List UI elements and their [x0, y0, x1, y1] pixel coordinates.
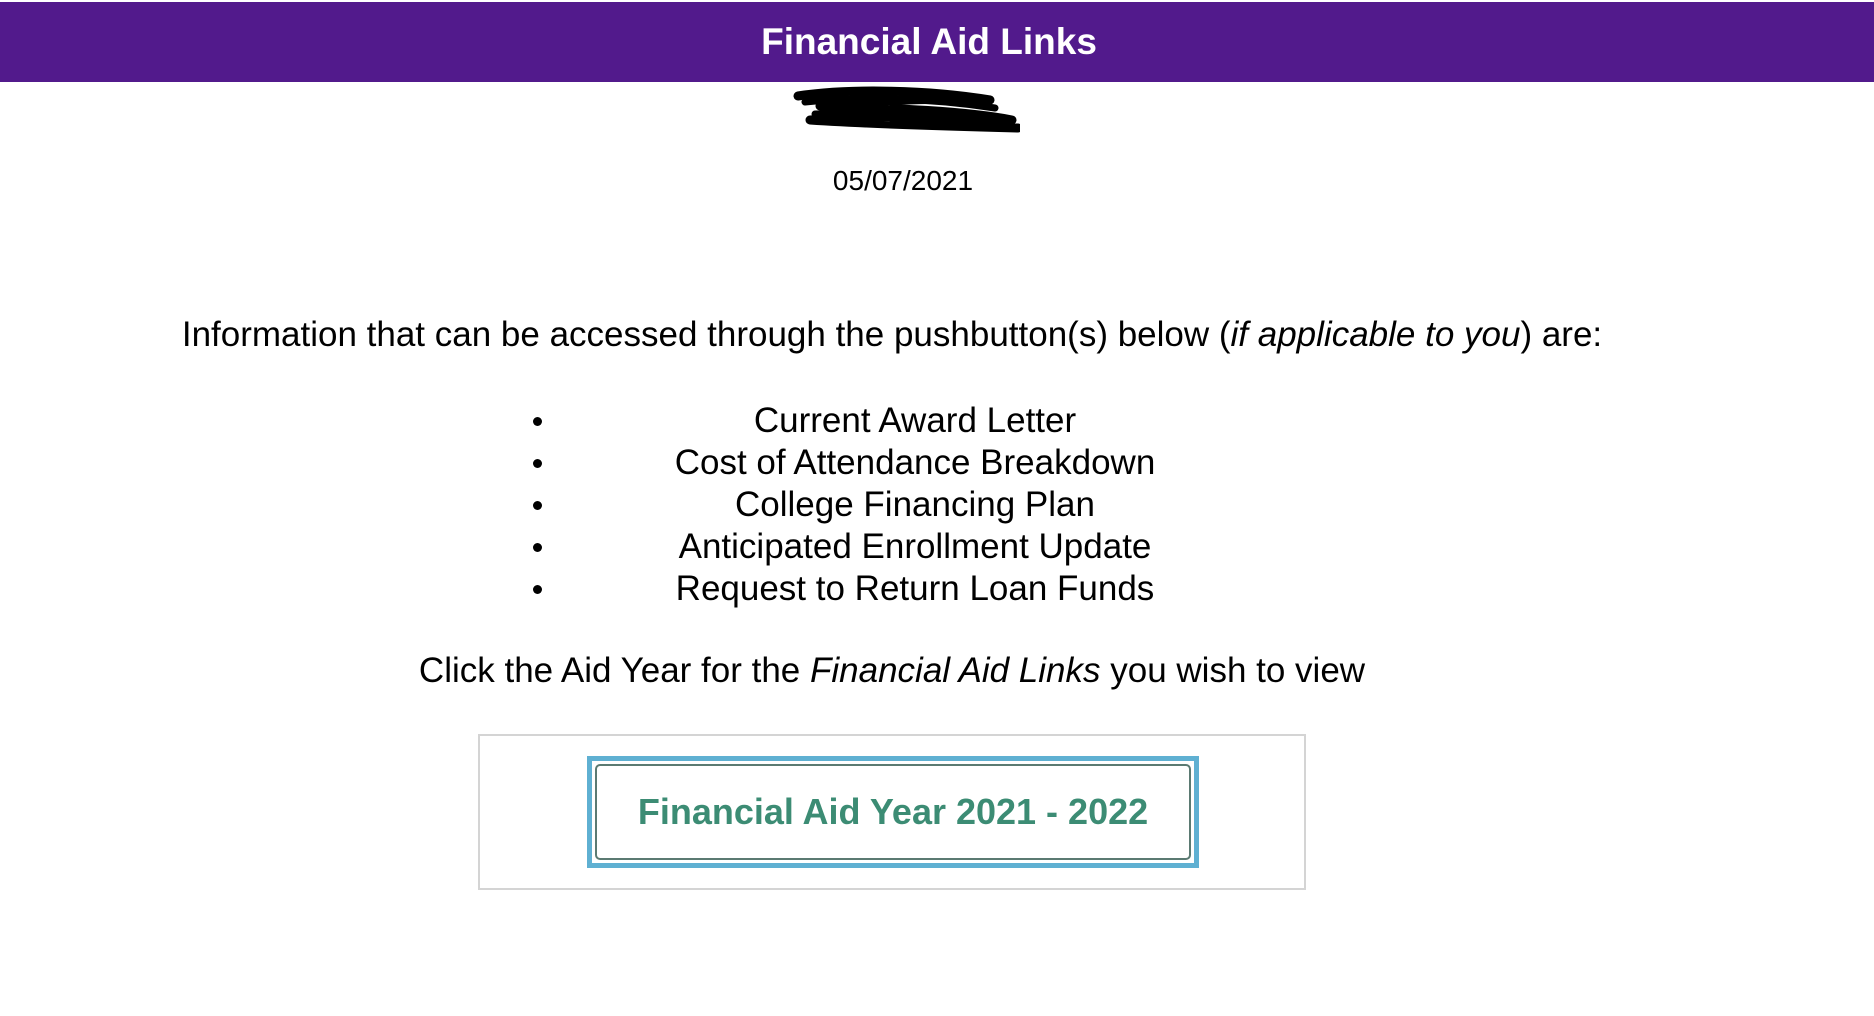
info-text-start: Information that can be accessed through the pushbutton(s) below (	[181, 315, 1231, 354]
list-item-label: Anticipated Enrollment Update	[678, 527, 1152, 566]
list-item-label: College Financing Plan	[735, 485, 1095, 524]
list-item	[500, 400, 1330, 442]
info-text	[0, 315, 1784, 355]
focus-ring	[587, 756, 1199, 868]
aid-year-panel	[478, 734, 1306, 890]
bullet-icon	[533, 501, 542, 510]
info-text-end: ) are:	[1520, 315, 1603, 354]
bullet-icon	[533, 417, 542, 426]
instruction-text-italic: Financial Aid Links	[810, 651, 1101, 690]
list-item-label: Current Award Letter	[753, 401, 1077, 440]
list-item	[500, 526, 1330, 568]
list-item	[500, 442, 1330, 484]
list-item	[500, 484, 1330, 526]
list-item-label: Request to Return Loan Funds	[675, 569, 1155, 608]
bullet-icon	[533, 543, 542, 552]
current-date: 05/07/2021	[832, 165, 974, 196]
list-item-label: Cost of Attendance Breakdown	[674, 443, 1156, 482]
instruction-text	[0, 651, 1784, 691]
instruction-text-start: Click the Aid Year for the	[418, 651, 810, 690]
bullet-icon	[533, 459, 542, 468]
instruction-text-end: you wish to view	[1100, 651, 1366, 690]
page-title: Financial Aid Links	[761, 21, 1097, 62]
available-info-list	[500, 400, 1330, 610]
aid-year-2021-2022-button[interactable]: Financial Aid Year 2021 - 2022	[595, 764, 1191, 860]
bullet-icon	[533, 585, 542, 594]
info-text-italic: if applicable to you	[1230, 315, 1521, 354]
redacted-name-scribble	[790, 86, 1020, 134]
page-header	[0, 2, 1874, 82]
list-item	[500, 568, 1330, 610]
